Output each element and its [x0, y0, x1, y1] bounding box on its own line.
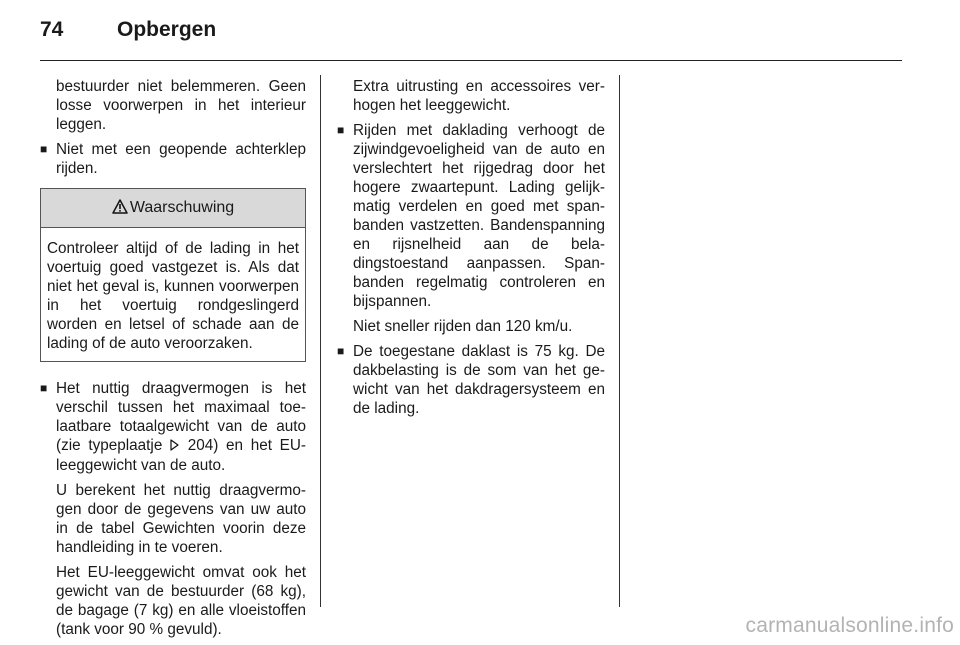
footer-watermark: carmanualsonline.info	[745, 614, 954, 637]
paragraph: Niet sneller rijden dan 120 km/u.	[353, 318, 573, 335]
bullet-text: Niet met een geopende achterklep rijden.	[56, 141, 306, 177]
bullet-marker: ■	[40, 381, 48, 395]
bullet-marker: ■	[40, 142, 48, 156]
page-title: Opbergen	[117, 18, 217, 41]
bullet-item	[40, 379, 306, 475]
paragraph: Extra uitrusting en accessoires verhogen het leeggewicht.	[353, 78, 605, 114]
column-divider-2	[619, 75, 620, 607]
paragraph: U berekent het nuttig draagvermogen door de gegevens van uw auto in de tabel Gewichten voorin deze handleiding in te voeren.	[56, 482, 306, 556]
bullet-text-part: Het nuttig draagvermogen is het verschil tussen het maximaal toelaatbare totaalgewicht van de auto (zie typeplaatje	[56, 380, 306, 454]
bullet-marker: ■	[337, 123, 345, 137]
warning-triangle-icon	[112, 191, 128, 229]
bullet-item	[337, 342, 605, 418]
bullet-marker: ■	[337, 344, 345, 358]
paragraph: bestuurder niet belemmeren. Geen losse voorwerpen in het interieur leggen.	[56, 78, 306, 133]
bullet-item	[40, 140, 306, 178]
bullet-text: De toegestane daklast is 75 kg. De dakbelasting is de som van het gewicht van het dakdragersysteem en de lading.	[353, 343, 605, 417]
warning-text: Controleer altijd of de lading in het voertuig goed vastgezet is. Als dat niet het geval is, kunnen voorwerpen in het voertuig rondgeslingerd worden en letsel of schade aan de lading of de auto veroorzaken.	[47, 240, 299, 352]
bullet-text-part: 204) en het EU-leeggewicht van de auto.	[56, 437, 306, 474]
page-number: 74	[40, 18, 64, 41]
bullet-text: Rijden met daklading verhoogt de zijwindgevoeligheid van de auto en verslechtert het rijgedrag door het hogere zwaartepunt. Lading gelijkmatig verdelen en goed met spanbanden vastzetten. Bandenspanning en rijsnelheid aan de beladingstoestand aanpassen. Spanbanden regelmatig controleren en bijspannen.	[353, 122, 605, 310]
paragraph: Het EU-leeggewicht omvat ook het gewicht van de bestuurder (68 kg), de bagage (7 kg) en alle vloeistoffen (tank voor 90 % gevuld).	[56, 564, 306, 638]
warning-box	[40, 188, 306, 362]
header-rule	[40, 60, 902, 61]
page-reference-arrow-icon	[170, 437, 179, 456]
text-column-1	[40, 77, 306, 645]
warning-title: Waarschuwing	[129, 199, 235, 216]
bullet-item	[337, 121, 605, 311]
column-divider-1	[320, 75, 321, 607]
warning-header	[41, 189, 305, 228]
text-column-2	[337, 77, 605, 424]
